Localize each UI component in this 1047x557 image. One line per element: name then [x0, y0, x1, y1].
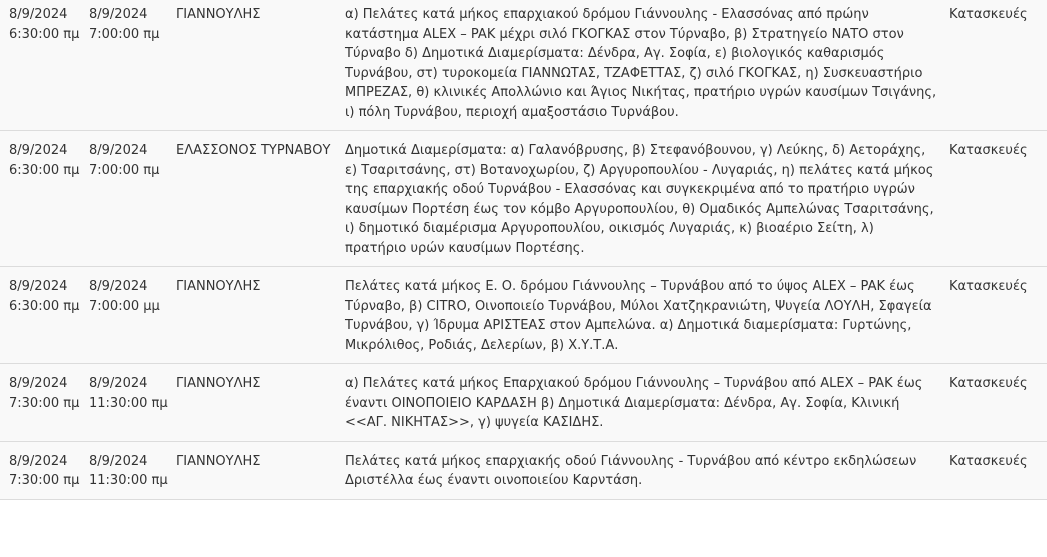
start-time: 7:30:00 πμ: [9, 395, 80, 411]
description-cell: α) Πελάτες κατά μήκος επαρχιακού δρόμου Γιάννουλης - Ελασσόνας από πρώην κατάστημα ALEX – PAK μέχρι σιλό ΓΚΟΓΚΑΣ στον Τύρναβο, β) Στρατηγείο ΝΑΤΟ στον Τύρναβο δ) Δημοτικά Διαμερίσματα: Δένδρα, Αγ. Σοφία, ε) βιολογικός καθαρισμός Τυρνάβου, στ) τυροκομεία ΓΙΑΝΝΩΤΑΣ, ΤΖΑΦΕΤΤΑΣ, ζ) σιλό ΓΚΟΓΚΑΣ, η) Συσκευαστήριο ΜΠΡΕΖΑΣ, θ) κλινικές Απολλώνιο και Άγιος Νικήτας, πρατήριο υγρών καυσίμων Τσιγάνης, ι) πόλη Τυρνάβου, περιοχή αμαξοστάσιο Τυρνάβου.: [345, 0, 947, 131]
table-row: [0, 267, 1047, 364]
end-date: 8/9/2024: [89, 143, 148, 158]
end-datetime-cell: [87, 441, 174, 499]
start-date: 8/9/2024: [9, 453, 68, 469]
start-datetime-cell: [0, 131, 87, 267]
description-cell: α) Πελάτες κατά μήκος Επαρχιακού δρόμου Γιάννουλης – Τυρνάβου από ALEX – PAK έως έναντι ΟΙΝΟΠΟΙΕΙΟ ΚΑΡΔΑΣΗ β) Δημοτικά Διαμερίσματα: Δένδρα, Αγ. Σοφία, Κλινική <<ΑΓ. ΝΙΚΗΤΑΣ>>, γ) ψυγεία ΚΑΣΙΔΗΣ.: [345, 364, 947, 442]
start-time: 6:30:00 πμ: [9, 26, 80, 42]
start-datetime-cell: [0, 441, 87, 499]
end-time: 7:00:00 πμ: [89, 162, 160, 178]
reason-cell: Κατασκευές: [947, 364, 1047, 442]
reason-cell: Κατασκευές: [947, 441, 1047, 499]
table-row: [0, 0, 1047, 131]
end-date: 8/9/2024: [89, 376, 148, 391]
start-time: 7:30:00 πμ: [9, 473, 80, 488]
reason-cell: Κατασκευές: [947, 267, 1047, 364]
area-cell: ΓΙΑΝΝΟΥΛΗΣ: [174, 267, 345, 364]
end-date: 8/9/2024: [89, 279, 148, 294]
reason-cell: Κατασκευές: [947, 131, 1047, 267]
reason-cell: Κατασκευές: [947, 0, 1047, 131]
area-cell: ΓΙΑΝΝΟΥΛΗΣ: [174, 364, 345, 442]
start-datetime-cell: [0, 0, 87, 131]
end-datetime-cell: [87, 364, 174, 442]
start-date: 8/9/2024: [9, 7, 68, 22]
start-time: 6:30:00 πμ: [9, 298, 80, 314]
end-time: 11:30:00 πμ: [89, 395, 168, 411]
start-time: 6:30:00 πμ: [9, 162, 80, 178]
end-date: 8/9/2024: [89, 453, 148, 469]
end-datetime-cell: [87, 267, 174, 364]
description-cell: Πελάτες κατά μήκος επαρχιακής οδού Γιάννουλης - Τυρνάβου από κέντρο εκδηλώσεων Δριστέλλα έως έναντι οινοποιείου Καρντάση.: [345, 441, 947, 499]
description-cell: Πελάτες κατά μήκος Ε. Ο. δρόμου Γιάννουλης – Τυρνάβου από το ύψος ALEX – PAK έως Τύρναβο, β) CITRO, Οινοποιείο Τυρνάβου, Μύλοι Χατζηκρανιώτη, Ψυγεία ΛΟΥΛΗ, Σφαγεία Τυρνάβου, γ) Ίδρυμα ΑΡΙΣΤΕΑΣ στον Αμπελώνα. α) Δημοτικά διαμερίσματα: Γυρτώνης, Μικρόλιθος, Ροδιάς, Δελερίων, β) Χ.Υ.Τ.Α.: [345, 267, 947, 364]
end-time: 11:30:00 πμ: [89, 473, 168, 488]
area-cell: ΕΛΑΣΣΟΝΟΣ ΤΥΡΝΑΒΟΥ: [174, 131, 345, 267]
end-datetime-cell: [87, 131, 174, 267]
area-cell: ΓΙΑΝΝΟΥΛΗΣ: [174, 441, 345, 499]
end-time: 7:00:00 πμ: [89, 26, 160, 42]
start-date: 8/9/2024: [9, 376, 68, 391]
start-date: 8/9/2024: [9, 143, 68, 158]
table-row: [0, 364, 1047, 442]
area-cell: ΓΙΑΝΝΟΥΛΗΣ: [174, 0, 345, 131]
end-datetime-cell: [87, 0, 174, 131]
start-date: 8/9/2024: [9, 279, 68, 294]
end-time: 7:00:00 μμ: [89, 298, 160, 314]
start-datetime-cell: [0, 364, 87, 442]
end-date: 8/9/2024: [89, 7, 148, 22]
table-row: [0, 131, 1047, 267]
start-datetime-cell: [0, 267, 87, 364]
description-cell: Δημοτικά Διαμερίσματα: α) Γαλανόβρυσης, β) Στεφανόβουνου, γ) Λεύκης, δ) Αετοράχης, ε) Τσαριτσάνης, στ) Βοτανοχωρίου, ζ) Αργυροπουλίου - Λυγαριάς, η) πελάτες κατά μήκος της επαρχιακής οδού Τυρνάβου - Ελασσόνας και συγκεκριμένα από το πρατήριο υγρών καυσίμων Πορτέση έως τον κόμβο Αργυροπουλίου, θ) Ομαδικός Αμπελώνας Τσαριτσάνης, ι) δημοτικό διαμέρισμα Αργυροπουλίου, οικισμός Λυγαριάς, κ) βιοαέριο Σείτη, λ) πρατήριο υρών καυσίμων Πορτέσης.: [345, 131, 947, 267]
table-row: [0, 441, 1047, 499]
